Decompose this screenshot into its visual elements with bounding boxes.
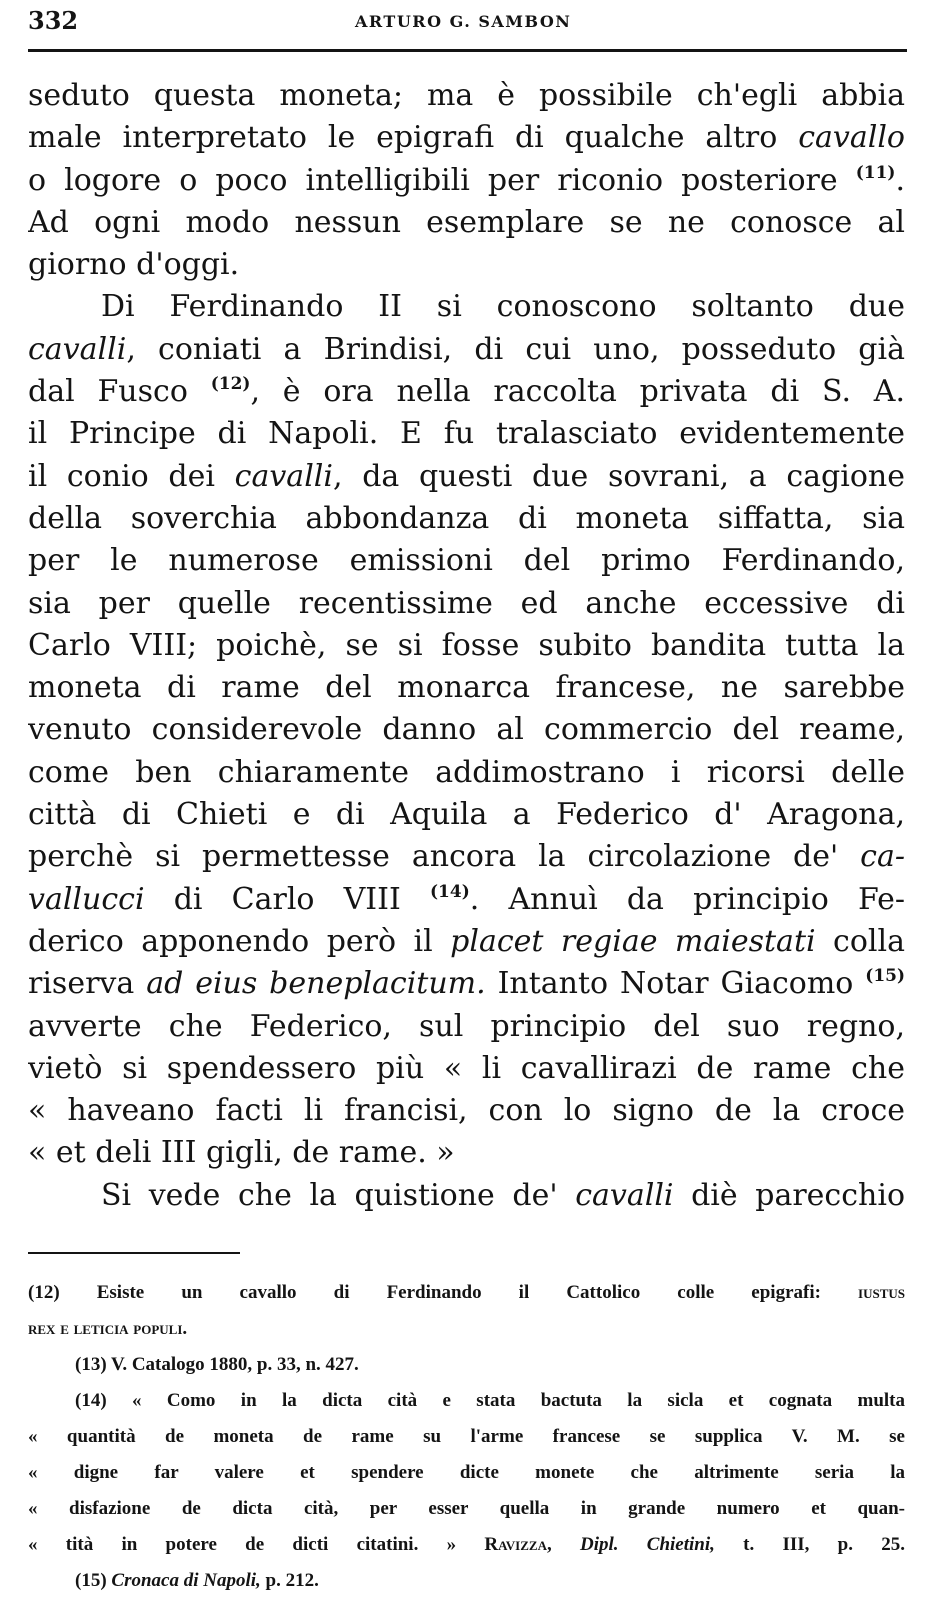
note-ref: (12) <box>210 374 251 395</box>
footnote-line: (14) « Como in la dicta cità e stata bactuta la sicla et cognata multa <box>75 1390 905 1411</box>
body-line: Si vede che la quistione de' cavalli diè parecchio <box>101 1177 905 1213</box>
page-number: 332 <box>28 6 79 35</box>
page-header <box>28 6 905 46</box>
italic-word: ca- <box>860 839 905 875</box>
body-line: della soverchia abbondanza di moneta siffatta, sia <box>28 500 905 536</box>
italic-title: Dipl. Chietini, <box>579 1534 715 1555</box>
body-line: vietò si spendessero più « li cavallirazi de rame che <box>28 1050 905 1086</box>
footnote-line: (12) Esiste un cavallo di Ferdinando il Cattolico colle epigrafi: iustus <box>28 1282 905 1303</box>
body-line: perchè si permettesse ancora la circolazione de' ca- <box>28 839 905 875</box>
body-line: riserva ad eius beneplacitum. Intanto Notar Giacomo $^{(15)}$ <box>28 966 905 1002</box>
italic-phrase: ad eius beneplacitum. <box>146 966 486 1002</box>
body-line: derico apponendo però il placet regiae maiestati colla <box>28 923 905 959</box>
footnote-line <box>28 1311 905 1347</box>
body-line: il conio dei cavalli, da questi due sovrani, a cagione <box>28 458 905 494</box>
body-line: « et deli III gigli, de rame. » <box>28 1135 455 1171</box>
small-caps-text: iustus <box>858 1282 905 1303</box>
italic-phrase: placet regiae maiestati <box>450 923 816 959</box>
body-line: come ben chiaramente addimostrano i ricorsi delle <box>28 754 905 790</box>
note-ref: (14) <box>430 881 470 902</box>
italic-title: Cronaca di Napoli, <box>111 1570 261 1591</box>
body-line: giorno d'oggi. <box>28 247 240 283</box>
body-line: venuto considerevole danno al commercio del reame, <box>28 712 905 748</box>
body-line: dal Fusco $^{(12)}$, è ora nella raccolta privata di S. A. <box>28 374 905 410</box>
note-ref: (11) <box>855 162 896 183</box>
italic-word: vallucci <box>28 881 145 917</box>
body-line: Di Ferdinando II si conoscono soltanto due <box>101 289 905 325</box>
italic-word: cavalli <box>234 458 333 494</box>
footnote-line: « tità in potere de dicti citatini. » Ravizza, Dipl. Chietini, t. III, p. 25. <box>28 1534 905 1555</box>
body-line: città di Chieti e di Aquila a Federico d' Aragona, <box>28 797 905 833</box>
body-line: sia per quelle recentissime ed anche eccessive di <box>28 585 905 621</box>
footnote-line: « quantità de moneta de rame su l'arme francese se supplica V. M. se <box>28 1426 905 1447</box>
body-line: « haveano facti li francisi, con lo signo de la croce <box>28 1093 905 1129</box>
footnote-line: (13) V. Catalogo 1880, p. 33, n. 427. <box>75 1354 359 1375</box>
italic-word: cavalli <box>575 1177 674 1213</box>
footnotes <box>28 1275 905 1599</box>
footnote-line: « digne far valere et spendere dicte monete che altrimente seria la <box>28 1462 905 1483</box>
italic-word: cavalli <box>28 331 127 367</box>
footnote-line: « disfazione de dicta cità, per esser quella in grande numero et quan- <box>28 1498 905 1519</box>
header-rule <box>28 49 907 52</box>
body-line: Ad ogni modo nessun esemplare se ne conosce al <box>28 204 905 240</box>
body-text <box>28 75 905 1217</box>
small-caps-text: rex e leticia populi. <box>28 1318 188 1339</box>
note-ref: (15) <box>865 966 905 987</box>
italic-word: cavallo <box>798 120 905 156</box>
body-line: Carlo VIII; poichè, se si fosse subito bandita tutta la <box>28 627 905 663</box>
footnote-line: (15) Cronaca di Napoli, p. 212. <box>75 1570 319 1591</box>
body-line: per le numerose emissioni del primo Ferdinando, <box>28 543 905 579</box>
body-line: moneta di rame del monarca francese, ne sarebbe <box>28 670 905 706</box>
body-line: o logore o poco intelligibili per riconio posteriore $^{(11)}$. <box>28 162 905 198</box>
body-line: cavalli, coniati a Brindisi, di cui uno, posseduto già <box>28 331 905 367</box>
footnote-rule <box>28 1252 240 1254</box>
small-caps-text: Ravizza, <box>484 1534 552 1555</box>
body-line: male interpretato le epigrafi di qualche altro cavallo <box>28 120 905 156</box>
body-line: vallucci di Carlo VIII $^{(14)}$. Annuì da principio Fe- <box>28 881 905 917</box>
running-head: ARTURO G. SAMBON <box>355 12 572 31</box>
body-line: seduto questa moneta; ma è possibile ch'egli abbia <box>28 78 905 113</box>
body-line: avverte che Federico, sul principio del suo regno, <box>28 1008 905 1044</box>
body-line: il Principe di Napoli. E fu tralasciato evidentemente <box>28 416 905 452</box>
